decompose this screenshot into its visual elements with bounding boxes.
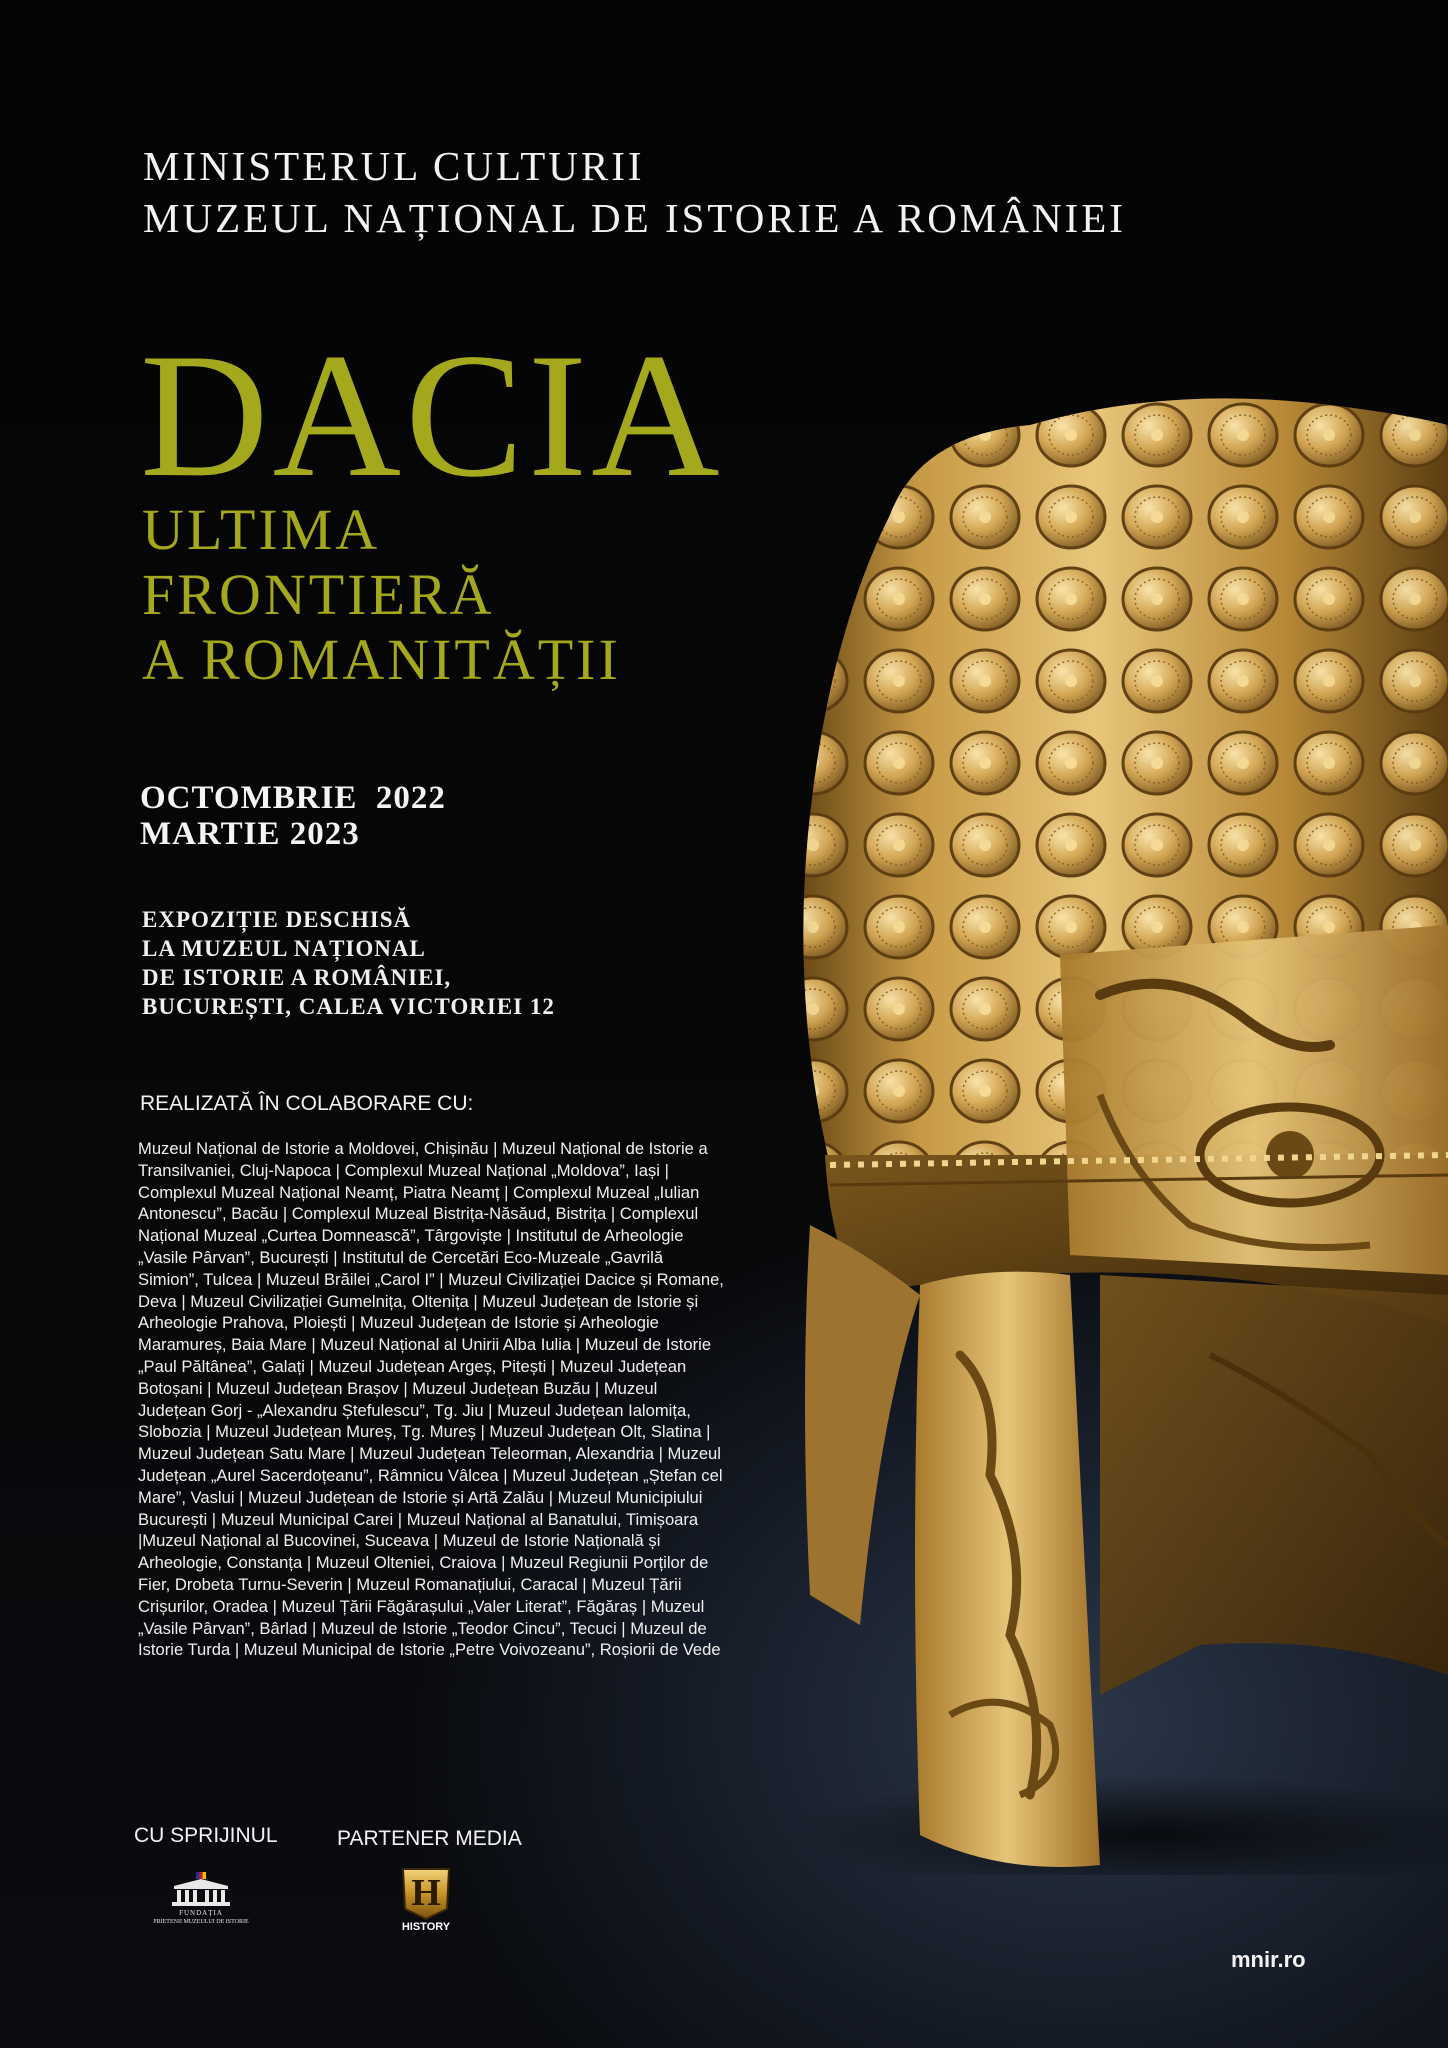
foundation-name: FUNDAȚIA xyxy=(179,1909,223,1917)
ministry-name: MINISTERUL CULTURII xyxy=(143,143,645,189)
venue-info xyxy=(142,905,555,1021)
support-label: CU SPRIJINUL xyxy=(134,1824,278,1847)
history-h-icon xyxy=(393,1865,459,1921)
venue-line: LA MUZEUL NAȚIONAL xyxy=(142,936,426,961)
subtitle-line: FRONTIERĂ xyxy=(142,562,495,627)
subtitle-line: A ROMANITĂȚII xyxy=(142,627,621,692)
foundation-logo xyxy=(140,1872,262,1942)
organizer-header xyxy=(143,140,1126,244)
exhibition-subtitle xyxy=(142,497,621,692)
media-partner-label: PARTENER MEDIA xyxy=(337,1827,522,1850)
history-channel-logo xyxy=(393,1865,459,1947)
museum-building-icon xyxy=(168,1872,234,1906)
museum-name: MUZEUL NAȚIONAL DE ISTORIE A ROMÂNIEI xyxy=(143,195,1126,241)
exhibition-dates xyxy=(140,780,446,852)
foundation-subtitle: PRIETENII MUZEULUI DE ISTORIE xyxy=(153,1919,249,1925)
venue-line: DE ISTORIE A ROMÂNIEI, xyxy=(142,965,452,990)
history-logo-text: HISTORY xyxy=(401,1921,451,1933)
start-date: OCTOMBRIE 2022 xyxy=(140,780,446,816)
venue-line: EXPOZIȚIE DESCHISĂ xyxy=(142,907,412,932)
venue-line: BUCUREȘTI, CALEA VICTORIEI 12 xyxy=(142,994,555,1019)
history-logo-letter: H xyxy=(411,1872,441,1914)
subtitle-line: ULTIMA xyxy=(142,497,381,562)
website-url[interactable]: mnir.ro xyxy=(1231,1947,1306,1972)
collaboration-heading: REALIZATĂ ÎN COLABORARE CU: xyxy=(140,1092,474,1115)
gold-helmet-image xyxy=(770,395,1448,1875)
collaboration-partners-list: Muzeul Național de Istorie a Moldovei, Chișinău | Muzeul Național de Istorie a Transilvaniei, Cluj-Napoca | Complexul Muzeal Național „Moldova”, Iași | Complexul Muzeal Național Neamț, Piatra Neamț | Complexul Muzeal „Iulian Antonescu”, Bacău | Complexul Muzeal Bistrița-Năsăud, Bistrița | Complexul Național Muzeal „Curtea Domnească”, Târgoviște | Institutul de Arheologie „Vasile Pârvan”, București | Institutul de Cercetări Eco-Muzeale „Gavrilă Simion”, Tulcea | Muzeul Brăilei „Carol I” | Muzeul Civilizației Dacice și Romane, Deva | Muzeul Civilizației Gumelnița, Oltenița | Muzeul Județean de Istorie și Arheologie Prahova, Ploiești | Muzeul Județean de Istorie și Arheologie Maramureș, Baia Mare | Muzeul Național al Unirii Alba Iulia | Muzeul de Istorie „Paul Păltânea”, Galați | Muzeul Județean Argeș, Pitești | Muzeul Județean Botoșani | Muzeul Județean Brașov | Muzeul Județean Buzău | Muzeul Județean Gorj - „Alexandru Ștefulescu”, Tg. Jiu | Muzeul Județean Ialomița, Slobozia | Muzeul Județean Mureș, Tg. Mureș | Muzeul Județean Olt, Slatina | Muzeul Județean Satu Mare | Muzeul Județean Teleorman, Alexandria | Muzeul Județean „Aurel Sacerdoțeanu”, Râmnicu Vâlcea | Muzeul Județean „Ștefan cel Mare”, Vaslui | Muzeul Județean de Istorie și Artă Zalău | Muzeul Municipiului București | Muzeul Municipal Carei | Muzeul Național al Banatului, Timișoara |Muzeul Național al Bucovinei, Suceava | Muzeul de Istorie Națională și Arheologie, Constanța | Muzeul Olteniei, Craiova | Muzeul Regiunii Porților de Fier, Drobeta Turnu-Severin | Muzeul Romanațiului, Caracal | Muzeul Țării Crișurilor, Oradea | Muzeul Țării Făgărașului „Valer Literat”, Făgăraș | Muzeul „Vasile Pârvan”, Bârlad | Muzeul de Istorie „Teodor Cincu”, Tecuci | Muzeul de Istorie Turda | Muzeul Municipal de Istorie „Petre Voivozeanu”, Roșiorii de Vede xyxy=(138,1139,724,1660)
exhibition-title: DACIA xyxy=(140,316,724,514)
end-date: MARTIE 2023 xyxy=(140,816,360,852)
